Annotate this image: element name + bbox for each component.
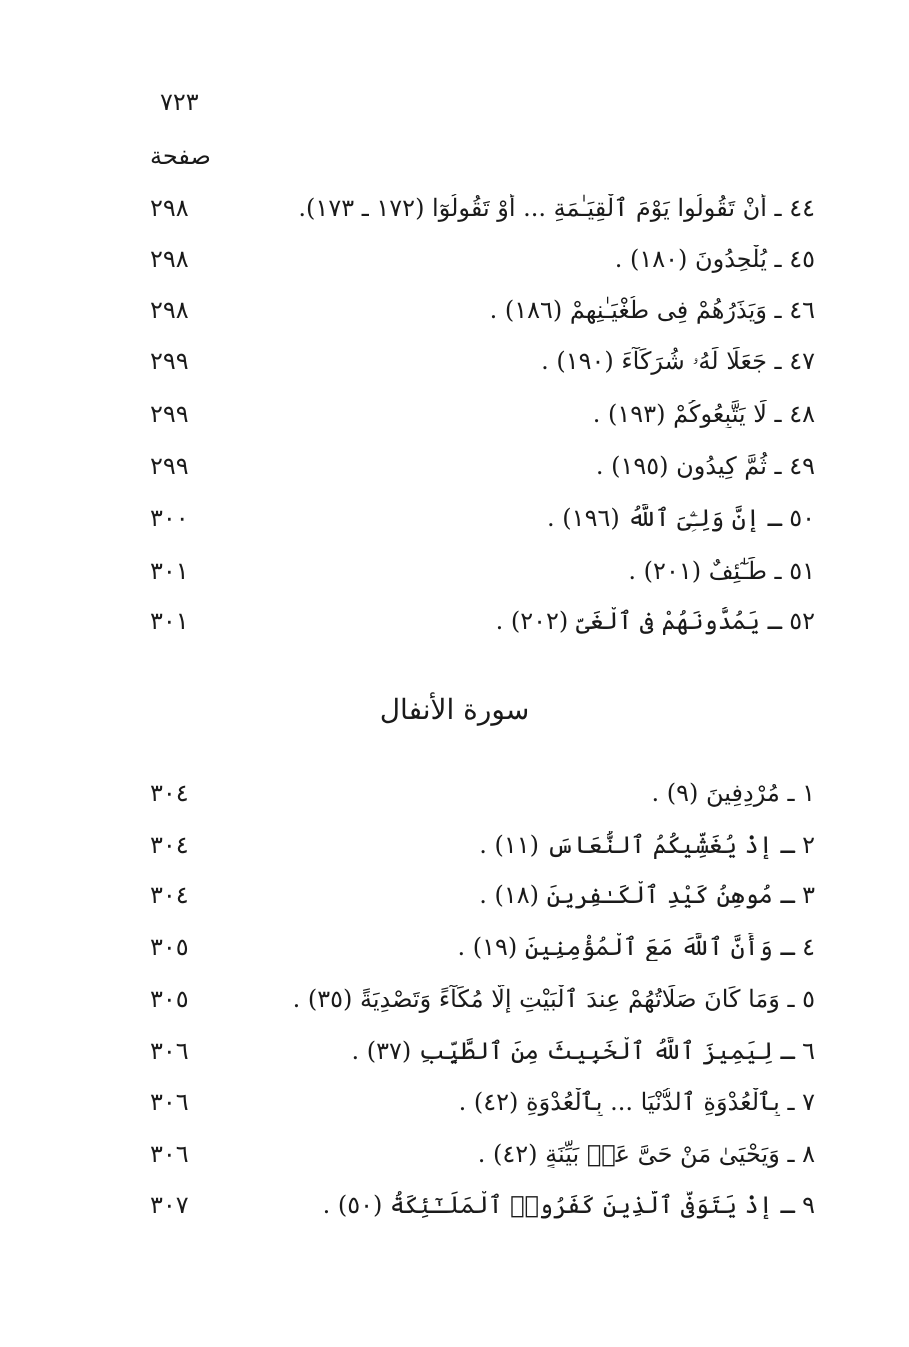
entry-text: ٧ ـ بِٱلْعُدْوَةِ ٱلدُّنْيَا ... بِٱلْعُدْوَةِ (٤٢) . — [458, 1088, 815, 1116]
entry-text: ٦ ـ لِيَمِيزَ ٱللَّهُ ٱلْخَبِيثَ مِنَ ٱلطَّيِّبِ (٣٧) . — [351, 1037, 815, 1065]
index-entry — [150, 551, 815, 591]
index-entry — [150, 979, 815, 1019]
index-entry — [150, 341, 815, 381]
index-entry — [150, 239, 815, 279]
entry-page: ٣٠١ — [150, 557, 189, 585]
index-entry — [150, 290, 815, 330]
entry-text: ٨ ـ وَيَحْيَىٰ مَنْ حَىَّ عَنۢ بَيِّنَةٍ (٤٢) . — [477, 1140, 815, 1168]
entry-page: ٣٠٠ — [150, 504, 189, 532]
entry-page: ٣٠٤ — [150, 881, 189, 909]
index-entry — [150, 1185, 815, 1225]
entry-text: ٥٠ ـ إِنَّ وَلِـِّۧىَ ٱللَّهُ (١٩٦) . — [547, 504, 815, 532]
entry-text: ٤٩ ـ ثُمَّ كِيدُونِ (١٩٥) . — [595, 452, 815, 480]
page-number: ٧٢٣ — [160, 88, 199, 116]
entry-page: ٣٠٥ — [150, 985, 189, 1013]
index-entry — [150, 601, 815, 641]
entry-page: ٣٠٥ — [150, 933, 189, 961]
index-entry — [150, 498, 815, 538]
entry-page: ٣٠٦ — [150, 1037, 189, 1065]
entry-text: ٥ ـ وَمَا كَانَ صَلَاتُهُمْ عِندَ ٱلْبَيْتِ إِلَّا مُكَآءً وَتَصْدِيَةً (٣٥) . — [292, 985, 815, 1013]
entry-page: ٢٩٨ — [150, 296, 189, 324]
entry-page: ٣٠٦ — [150, 1088, 189, 1116]
entry-page: ٢٩٨ — [150, 245, 189, 273]
entry-text: ٤٥ ـ يُلْحِدُونَ (١٨٠) . — [614, 245, 815, 273]
entry-text: ٥٢ ـ يَمُدُّونَهُمْ فِى ٱلْغَىِّ (٢٠٢) . — [495, 607, 815, 635]
entry-page: ٣٠٧ — [150, 1191, 189, 1219]
entry-text: ٤٧ ـ جَعَلَا لَهُۥ شُرَكَآءَ (١٩٠) . — [541, 347, 815, 375]
entry-page: ٢٩٩ — [150, 452, 189, 480]
entry-text: ٥١ ـ طَـٰٓئِفٌ (٢٠١) . — [628, 557, 815, 585]
entry-text: ٤٤ ـ أَنْ تَقُولُوا يَوْمَ ٱلْقِيَـٰمَةِ ... أَوْ تَقُولُوٓا (١٧٢ ـ ١٧٣). — [298, 194, 815, 222]
entry-page: ٣٠٦ — [150, 1140, 189, 1168]
entry-page: ٢٩٩ — [150, 400, 189, 428]
index-entry — [150, 394, 815, 434]
entry-text: ٤٨ ـ لَا يَتَّبِعُوكُمْ (١٩٣) . — [592, 400, 815, 428]
entry-page: ٣٠٤ — [150, 831, 189, 859]
entry-page: ٣٠٤ — [150, 779, 189, 807]
index-entry — [150, 446, 815, 486]
entry-page: ٢٩٨ — [150, 194, 189, 222]
entry-page: ٢٩٩ — [150, 347, 189, 375]
entry-text: ٢ ـ إِذْ يُغَشِّيكُمُ ٱلنُّعَاسَ (١١) . — [479, 831, 815, 859]
index-entry — [150, 825, 815, 865]
index-entry — [150, 188, 815, 228]
entry-text: ٤ ـ وَأَنَّ ٱللَّهَ مَعَ ٱلْمُؤْمِنِينَ (١٩) . — [457, 933, 815, 961]
index-entry — [150, 1031, 815, 1071]
index-entry — [150, 927, 815, 967]
entry-text: ١ ـ مُرْدِفِينَ (٩) . — [651, 779, 815, 807]
entry-page: ٣٠١ — [150, 607, 189, 635]
index-entry — [150, 1134, 815, 1174]
index-entry — [150, 773, 815, 813]
index-entry — [150, 1082, 815, 1122]
entry-text: ٣ ـ مُوهِنُ كَيْدِ ٱلْكَـٰفِرِينَ (١٨) . — [479, 881, 815, 909]
page-column-label: صفحة — [150, 142, 211, 170]
entry-text: ٩ ـ إِذْ يَتَوَفَّى ٱلَّذِينَ كَفَرُوا۟ ٱلْمَلَـٰٓئِكَةُ (٥٠) . — [322, 1191, 815, 1219]
section-title: سورة الأنفال — [379, 693, 530, 726]
entry-text: ٤٦ ـ وَيَذَرُهُمْ فِى طُغْيَـٰنِهِمْ (١٨٦) . — [489, 296, 815, 324]
index-entry — [150, 875, 815, 915]
